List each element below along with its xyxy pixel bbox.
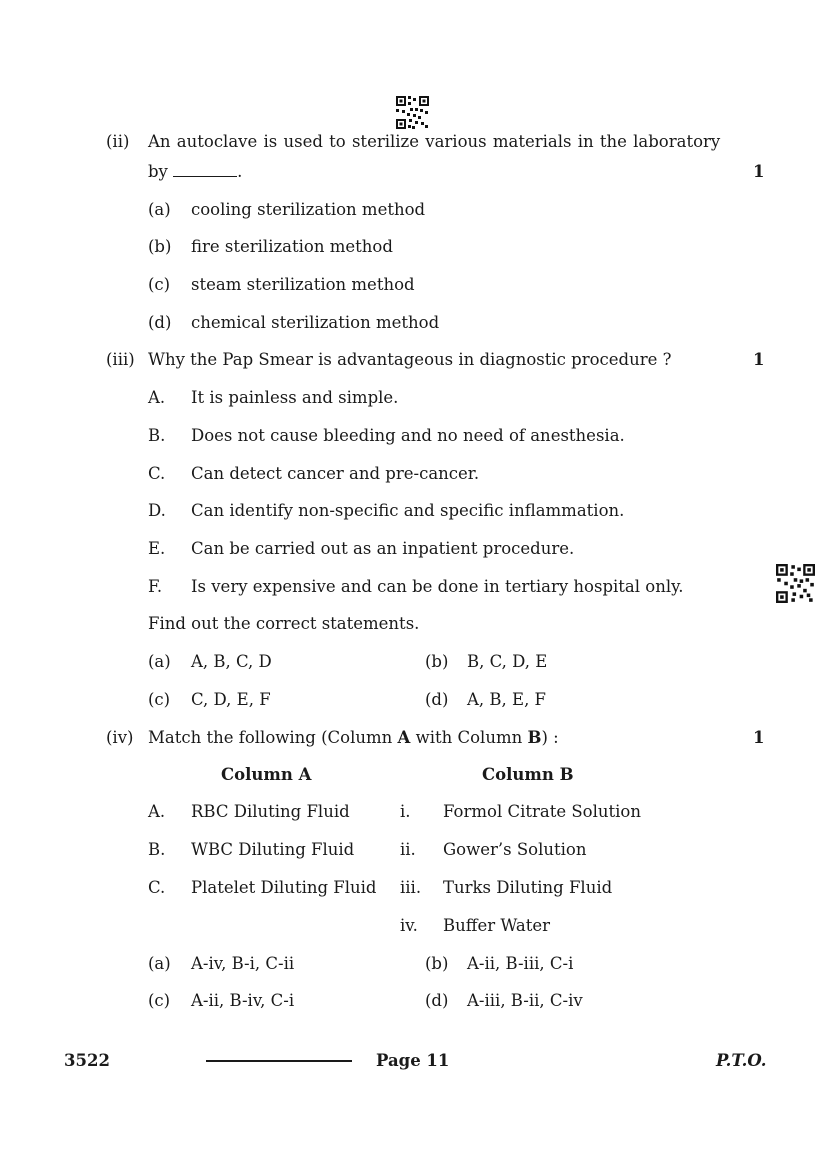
- q4-option-text: A-ii, B-iv, C-i: [191, 991, 295, 1010]
- column-a-header: Column A: [221, 765, 312, 784]
- q3-statement-label: C.: [148, 464, 166, 483]
- q3-option-label: (c): [148, 690, 171, 709]
- q4-marks: 1: [753, 728, 765, 747]
- q3-statement-label: A.: [148, 388, 166, 407]
- q4-option-text: A-iii, B-ii, C-iv: [467, 991, 583, 1010]
- col-a-label: B.: [148, 840, 166, 859]
- col-b-text: Buffer Water: [443, 916, 551, 935]
- q4-text: [148, 728, 559, 747]
- q3-option-label: (a): [148, 652, 171, 671]
- q3-option-text: A, B, C, D: [191, 652, 272, 671]
- q3-instruction: Find out the correct statements.: [148, 614, 420, 633]
- q2-text-by: by: [148, 162, 168, 181]
- q2-option-label: (c): [148, 275, 171, 294]
- col-b-label: iv.: [400, 916, 418, 935]
- col-b-label: ii.: [400, 840, 416, 859]
- q4-text-post: ) :: [541, 728, 559, 747]
- q2-marks: 1: [753, 162, 765, 181]
- q3-statement-label: E.: [148, 539, 166, 558]
- q4-text-col-b: B: [527, 728, 542, 747]
- q2-text-period: .: [237, 162, 243, 181]
- q2-text-line2: [148, 162, 242, 181]
- q3-option-text: B, C, D, E: [467, 652, 548, 671]
- col-a-label: C.: [148, 878, 166, 897]
- q4-text-col-a: A: [397, 728, 411, 747]
- q3-statement-text: Can be carried out as an inpatient procedure.: [191, 539, 575, 558]
- q2-option-label: (a): [148, 200, 171, 219]
- q3-statement-text: Does not cause bleeding and no need of anesthesia.: [191, 426, 625, 445]
- q2-option-text: chemical sterilization method: [191, 313, 440, 332]
- col-b-label: iii.: [400, 878, 422, 897]
- col-a-text: WBC Diluting Fluid: [191, 840, 355, 859]
- q2-option-label: (d): [148, 313, 172, 332]
- q2-text-line1: An autoclave is used to sterilize various materials in the laboratory: [148, 132, 721, 151]
- pto-label: P.T.O.: [716, 1051, 767, 1070]
- q4-option-text: A-ii, B-iii, C-i: [467, 954, 574, 973]
- q4-option-text: A-iv, B-i, C-ii: [191, 954, 295, 973]
- q3-statement-text: It is painless and simple.: [191, 388, 399, 407]
- q3-number: (iii): [106, 350, 135, 369]
- q2-number: (ii): [106, 132, 130, 151]
- col-b-text: Turks Diluting Fluid: [443, 878, 613, 897]
- q3-statement-label: D.: [148, 501, 166, 520]
- q3-statement-text: Is very expensive and can be done in tertiary hospital only.: [191, 577, 684, 596]
- q4-option-label: (d): [425, 991, 449, 1010]
- q3-option-label: (d): [425, 690, 449, 709]
- page-number: Page 11: [376, 1051, 450, 1070]
- col-b-text: Gower’s Solution: [443, 840, 587, 859]
- q2-answer-blank: [173, 162, 237, 177]
- q3-statement-label: F.: [148, 577, 163, 596]
- q3-statement-text: Can identify non-specific and specific inflammation.: [191, 501, 625, 520]
- paper-code: 3522: [64, 1051, 110, 1070]
- qr-code-side: [776, 564, 815, 603]
- q3-text: Why the Pap Smear is advantageous in diagnostic procedure ?: [148, 350, 672, 369]
- q2-option-text: cooling sterilization method: [191, 200, 426, 219]
- q4-option-label: (b): [425, 954, 449, 973]
- qr-code-top: [396, 96, 429, 129]
- q3-statement-label: B.: [148, 426, 166, 445]
- q4-option-label: (a): [148, 954, 171, 973]
- col-a-text: Platelet Diluting Fluid: [191, 878, 377, 897]
- q4-text-pre: Match the following (Column: [148, 728, 398, 747]
- q3-statement-text: Can detect cancer and pre-cancer.: [191, 464, 480, 483]
- footer-rule: [206, 1060, 352, 1062]
- q4-number: (iv): [106, 728, 134, 747]
- col-b-label: i.: [400, 802, 411, 821]
- q3-option-text: C, D, E, F: [191, 690, 271, 709]
- q4-text-mid: with Column: [410, 728, 528, 747]
- col-a-label: A.: [148, 802, 166, 821]
- col-a-text: RBC Diluting Fluid: [191, 802, 350, 821]
- q2-option-label: (b): [148, 237, 172, 256]
- col-b-text: Formol Citrate Solution: [443, 802, 641, 821]
- q4-option-label: (c): [148, 991, 171, 1010]
- q2-option-text: fire sterilization method: [191, 237, 393, 256]
- column-b-header: Column B: [482, 765, 574, 784]
- q3-option-text: A, B, E, F: [467, 690, 547, 709]
- q2-option-text: steam sterilization method: [191, 275, 415, 294]
- q3-option-label: (b): [425, 652, 449, 671]
- q3-marks: 1: [753, 350, 765, 369]
